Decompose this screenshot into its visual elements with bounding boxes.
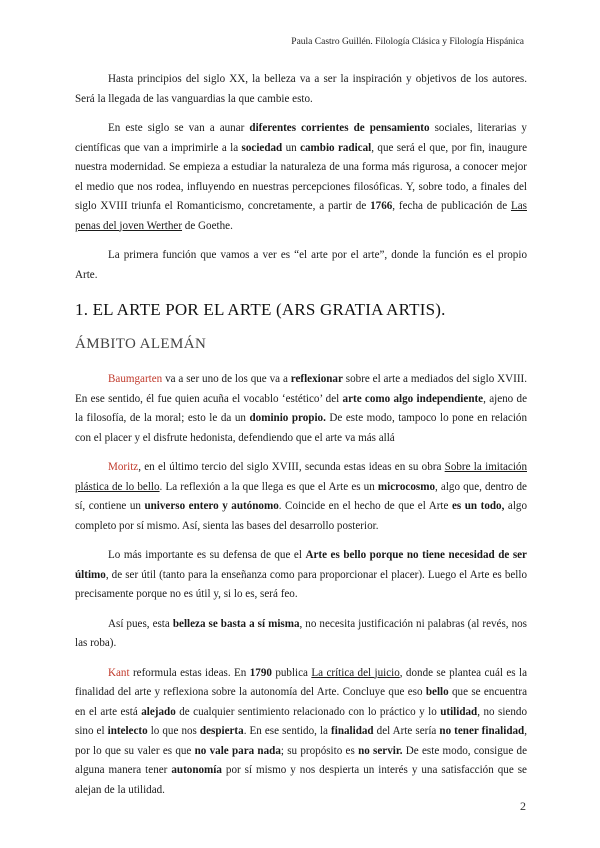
text-run: ; su propósito es xyxy=(280,744,359,757)
text-run: , por lo que su valer es que xyxy=(75,725,527,757)
text-run: , algo que, dentro de sí, contiene un xyxy=(75,480,527,512)
bold-run: finalidad xyxy=(331,725,374,737)
book-title-critica: La crítica del juicio xyxy=(311,666,400,679)
bold-run: no vale para nada xyxy=(194,744,281,757)
text-run: En este siglo se van a aunar xyxy=(108,122,250,134)
paragraph-utility xyxy=(75,546,527,605)
page-number: 2 xyxy=(520,799,526,813)
bold-run: diferentes corrientes de pensamiento xyxy=(249,122,430,134)
paragraph-moritz xyxy=(75,458,527,536)
running-header: Paula Castro Guillén. Filología Clásica y Filología Hispánica xyxy=(291,37,524,47)
paragraph-baumgarten xyxy=(75,370,527,448)
bold-run: autonomía xyxy=(171,764,222,776)
text-run: , fecha de publicación de xyxy=(392,200,511,212)
text-run: . Coincide en el hecho de que el Arte xyxy=(278,500,452,512)
bold-run: reflexionar xyxy=(290,373,343,385)
bold-run: bello xyxy=(425,686,449,698)
bold-run: no tener finalidad xyxy=(439,725,525,737)
text-run: de Goethe. xyxy=(182,219,233,232)
text-run: , de ser útil (tanto para la enseñanza como para proporcionar el placer). Luego el Arte es bello precisamente porque no es útil y, si lo es, será feo. xyxy=(75,568,527,600)
bold-run: despierta xyxy=(199,725,244,737)
text-run: lo que nos xyxy=(147,725,200,737)
text-run: Lo más importante es su defensa de que el xyxy=(108,549,306,561)
section-heading: 1. EL ARTE POR EL ARTE (ARS GRATIA ARTIS). xyxy=(75,300,446,319)
bold-run: cambio radical xyxy=(300,141,372,154)
bold-run: utilidad xyxy=(440,705,478,718)
text-run: , ajeno de la filosofía, de la moral; esto le da un xyxy=(75,392,527,424)
bold-run: belleza se basta a sí misma xyxy=(172,617,300,630)
text-run: , no necesita justificación ni palabras (al revés, nos las roba). xyxy=(75,617,528,649)
author-name: Moritz xyxy=(108,461,139,473)
document-body xyxy=(75,70,527,810)
book-title-werther: Las penas del joven Werther xyxy=(75,200,527,232)
text-run: , en el último tercio del siglo XVIII, secunda estas ideas en su obra xyxy=(138,461,445,473)
text-run: , que será el que, por fin, inaugure nuestra modernidad. Se empieza a estudiar la naturaleza de una forma más rigurosa, a conocer mejor el medio que nos rodea, influyendo en nuestras percepciones filosóficas. Y, sobre todo, a finales del siglo XVIII triunfa el Romanticismo, concretamente, a partir de xyxy=(75,141,528,212)
text-run: del Arte sería xyxy=(373,725,440,737)
paragraph-intro: Hasta principios del siglo XX, la belleza va a ser la inspiración y objetivos de los autores. Será la llegada de las vanguardias la que cambie esto. xyxy=(75,73,527,105)
book-title-imitacion: Sobre la imitación plástica de lo bello xyxy=(75,461,527,493)
bold-run: es un todo, xyxy=(451,500,505,512)
text-run: reformula estas ideas. En xyxy=(129,666,250,679)
paragraph-kant xyxy=(75,664,527,801)
text-run: , donde se plantea cuál es la finalidad del arte y reflexiona sobre la autonomía del Arte. Concluye que eso xyxy=(75,666,527,698)
bold-run: intelecto xyxy=(107,725,148,737)
bold-run: 1790 xyxy=(249,666,272,679)
text-run: de cualquier sentimiento relacionado con lo práctico y lo xyxy=(175,705,441,718)
author-name: Kant xyxy=(108,666,130,679)
text-run: Así pues, esta xyxy=(108,617,173,630)
text-run: que se encuentra en el arte está xyxy=(75,686,527,718)
author-name: Baumgarten xyxy=(108,373,163,385)
bold-run: dominio propio. xyxy=(249,412,326,424)
text-run: , no siendo sino el xyxy=(75,705,528,737)
bold-run: 1766 xyxy=(370,200,393,212)
paragraph-modernity xyxy=(75,119,527,236)
paragraph-first-function: La primera función que vamos a ver es “el arte por el arte”, donde la función es el propio Arte. xyxy=(75,249,527,281)
text-run: un xyxy=(282,141,301,154)
text-run: sociales, literarias y científicas que van a imprimirle a la xyxy=(75,122,527,154)
text-run: publica xyxy=(271,666,312,679)
bold-run: Arte es bello porque no tiene necesidad de ser último xyxy=(75,549,527,581)
bold-run: alejado xyxy=(141,705,176,718)
text-run: algo completo por sí mismo. Así, sienta las bases del desarrollo posterior. xyxy=(75,500,527,532)
bold-run: no servir. xyxy=(358,744,403,757)
text-run: . La reflexión a la que llega es que el Arte es un xyxy=(159,480,378,493)
text-run: sobre el arte a mediados del siglo XVIII. En ese sentido, él fue quien acuña el vocablo ‘estético’ del xyxy=(75,373,527,405)
text-run: . En ese sentido, la xyxy=(243,725,332,737)
text-run: De este modo, tampoco lo pone en relación con el placer y el disfrute hedonista, defendiendo que el arte va más allá xyxy=(75,412,527,444)
bold-run: arte como algo independiente xyxy=(342,392,484,405)
bold-run: sociedad xyxy=(241,141,283,154)
text-run: por sí mismo y nos despierta un interés y una satisfacción que se alejan de la utilidad. xyxy=(75,764,527,796)
text-run: va a ser uno de los que va a xyxy=(162,373,291,385)
bold-run: microcosmo xyxy=(377,480,435,493)
bold-run: universo entero y autónomo xyxy=(144,500,279,512)
paragraph-self-sufficient xyxy=(75,615,527,654)
text-run: De este modo, consigue de alguna manera tener xyxy=(75,744,528,776)
subsection-heading: ÁMBITO ALEMÁN xyxy=(75,336,207,352)
